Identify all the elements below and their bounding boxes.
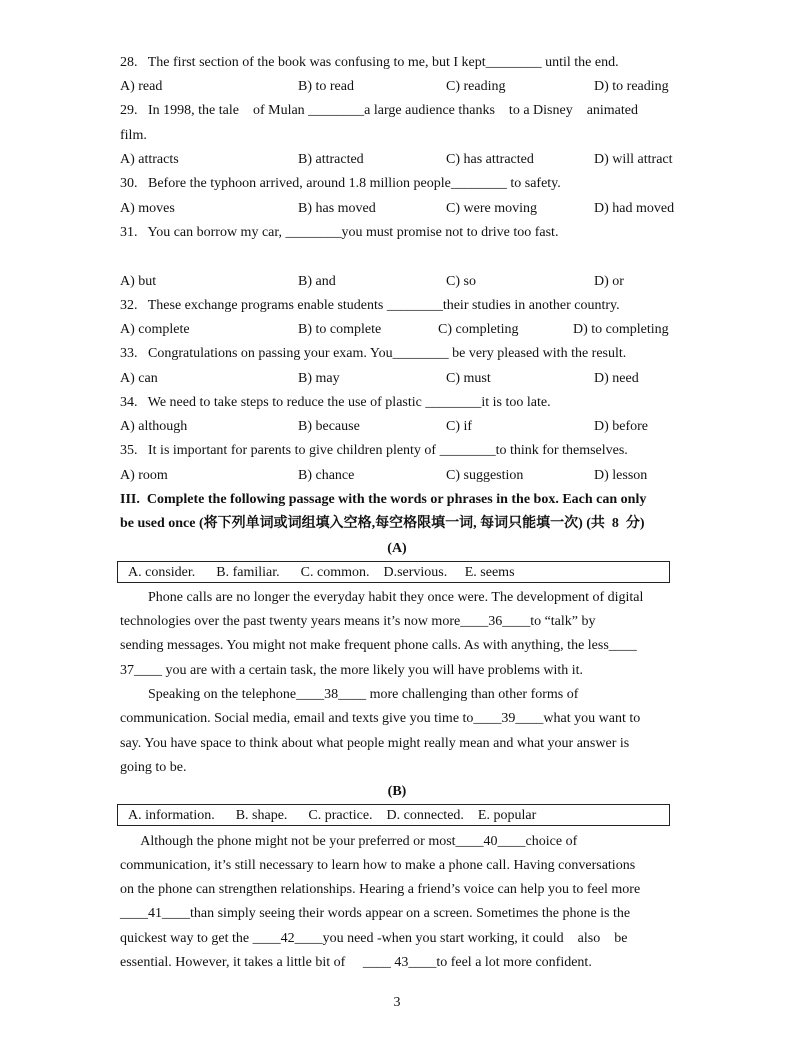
question-30-option-c: C) were moving [446, 201, 537, 216]
section-3-heading-cont: be used once (将下列单词或词组填入空格,每空格限填一词, 每词只能填一次) (共 8 分) [120, 516, 645, 531]
passage-a-line-3: sending messages. You might not make frequent phone calls. As with anything, the less____ [120, 638, 637, 653]
question-29-stem: 29. In 1998, the tale of Mulan ________a large audience thanks to a Disney animated [120, 103, 638, 118]
passage-b-line-6: essential. However, it takes a little bit of ____ 43____to feel a lot more confident. [120, 955, 592, 970]
word-box-a [117, 561, 670, 583]
question-30-stem: 30. Before the typhoon arrived, around 1.8 million people________ to safety. [120, 176, 561, 191]
passage-b-line-1: Although the phone might not be your preferred or most____40____choice of [120, 834, 578, 849]
question-34-option-d: D) before [594, 419, 649, 434]
word-box-b-text: A. information. B. shape. C. practice. D. connected. E. popular [128, 808, 537, 823]
passage-a-line-2: technologies over the past twenty years means it’s now more____36____to “talk” by [120, 614, 596, 629]
question-35-option-a: A) room [120, 468, 168, 483]
question-30-option-b: B) has moved [298, 201, 376, 216]
word-box-b [117, 804, 670, 826]
passage-b-label: (B) [387, 784, 407, 799]
question-34-stem: 34. We need to take steps to reduce the use of plastic ________it is too late. [120, 395, 551, 410]
passage-a-line-6: communication. Social media, email and texts give you time to____39____what you want to [120, 711, 641, 726]
passage-a-label: (A) [387, 541, 407, 556]
question-29-stem-cont: film. [120, 128, 147, 143]
passage-a-line-1: Phone calls are no longer the everyday habit they once were. The development of digital [120, 590, 644, 605]
question-32-option-d: D) to completing [573, 322, 669, 337]
question-31-option-a: A) but [120, 274, 157, 289]
passage-a-line-5: Speaking on the telephone____38____ more challenging than other forms of [120, 687, 579, 702]
question-34-option-b: B) because [298, 419, 360, 434]
question-32-stem: 32. These exchange programs enable students ________their studies in another country. [120, 298, 620, 313]
question-35-option-c: C) suggestion [446, 468, 524, 483]
passage-b-line-4: ____41____than simply seeing their words appear on a screen. Sometimes the phone is the [120, 906, 631, 921]
question-35-option-b: B) chance [298, 468, 355, 483]
question-33-stem: 33. Congratulations on passing your exam. You________ be very pleased with the result. [120, 346, 627, 361]
question-29-option-c: C) has attracted [446, 152, 534, 167]
question-35-option-d: D) lesson [594, 468, 648, 483]
question-31-option-c: C) so [446, 274, 476, 289]
page-number: 3 [393, 995, 401, 1010]
question-33-option-d: D) need [594, 371, 639, 386]
question-29-option-b: B) attracted [298, 152, 364, 167]
question-35-stem: 35. It is important for parents to give children plenty of ________to think for themselves. [120, 443, 628, 458]
question-30-option-a: A) moves [120, 201, 175, 216]
question-31-option-d: D) or [594, 274, 624, 289]
question-33-option-b: B) may [298, 371, 340, 386]
passage-a-line-8: going to be. [120, 760, 187, 775]
question-32-option-a: A) complete [120, 322, 190, 337]
question-28-option-a: A) read [120, 79, 163, 94]
passage-b-line-2: communication, it’s still necessary to learn how to make a phone call. Having conversations [120, 858, 636, 873]
section-3-heading: III. Complete the following passage with the words or phrases in the box. Each can only [120, 492, 647, 507]
question-31-stem: 31. You can borrow my car, ________you must promise not to drive too fast. [120, 225, 559, 240]
question-32-option-b: B) to complete [298, 322, 382, 337]
question-31-option-b: B) and [298, 274, 336, 289]
question-33-option-a: A) can [120, 371, 158, 386]
question-34-option-a: A) although [120, 419, 188, 434]
question-28-option-d: D) to reading [594, 79, 669, 94]
question-33-option-c: C) must [446, 371, 491, 386]
question-28-option-c: C) reading [446, 79, 506, 94]
word-box-a-text: A. consider. B. familiar. C. common. D.servious. E. seems [128, 565, 515, 580]
question-32-option-c: C) completing [438, 322, 519, 337]
passage-b-line-3: on the phone can strengthen relationships. Hearing a friend’s voice can help you to feel more [120, 882, 641, 897]
question-29-option-d: D) will attract [594, 152, 673, 167]
question-34-option-c: C) if [446, 419, 473, 434]
question-30-option-d: D) had moved [594, 201, 675, 216]
question-28-option-b: B) to read [298, 79, 354, 94]
question-28-stem: 28. The first section of the book was confusing to me, but I kept________ until the end. [120, 55, 619, 70]
passage-a-line-4: 37____ you are with a certain task, the more likely you will have problems with it. [120, 663, 584, 678]
passage-a-line-7: say. You have space to think about what people might really mean and what your answer is [120, 736, 630, 751]
passage-b-line-5: quickest way to get the ____42____you need -when you start working, it could also be [120, 931, 628, 946]
question-29-option-a: A) attracts [120, 152, 179, 167]
